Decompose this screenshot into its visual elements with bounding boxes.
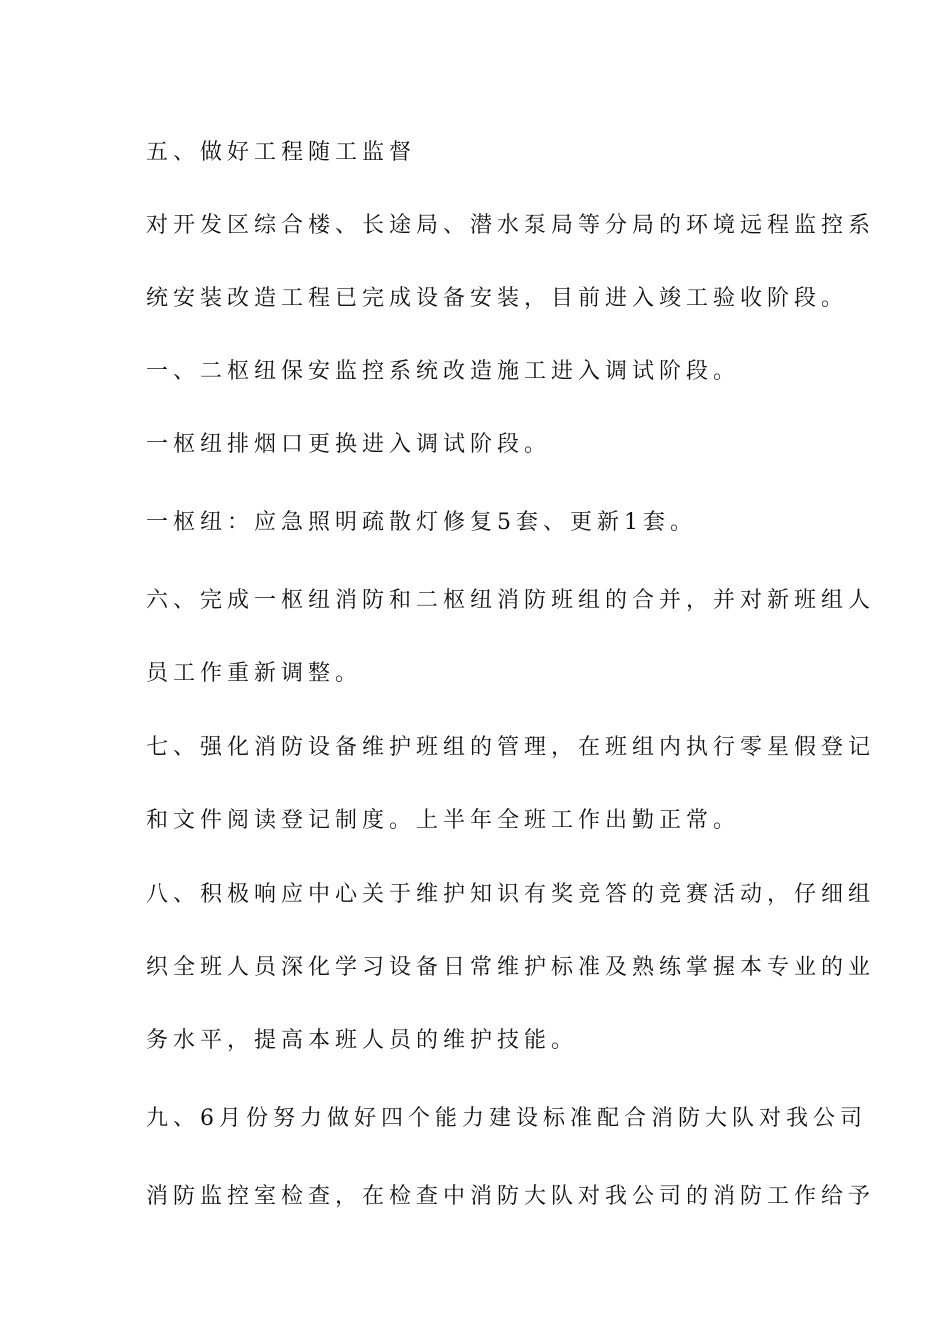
text-line-15: 消防监控室检查，在检查中消防大队对我公司的消防工作给予 [146,1184,876,1209]
text-line-2: 对开发区综合楼、长途局、潜水泵局等分局的环境远程监控系 [146,213,876,238]
text-line-1: 五、做好工程随工监督 [146,140,417,165]
text-line-13: 务水平，提高本班人员的维护技能。 [146,1028,579,1053]
text-line-8: 员工作重新调整。 [146,661,363,686]
text-line-5: 一枢纽排烟口更换进入调试阶段。 [146,432,552,457]
text-line-9: 七、强化消防设备维护班组的管理，在班组内执行零星假登记 [146,735,876,760]
text-line-7: 六、完成一枢纽消防和二枢纽消防班组的合并，并对新班组人 [146,588,876,613]
text-line-6: 一枢纽：应急照明疏散灯修复5套、更新1套。 [146,510,697,535]
text-line-12: 织全班人员深化学习设备日常维护标准及熟练掌握本专业的业 [146,955,876,980]
text-line-10: 和文件阅读登记制度。上半年全班工作出勤正常。 [146,808,741,833]
text-line-11: 八、积极响应中心关于维护知识有奖竞答的竞赛活动，仔细组 [146,882,876,907]
text-line-4: 一、二枢纽保安监控系统改造施工进入调试阶段。 [146,359,741,384]
text-line-3: 统安装改造工程已完成设备安装，目前进入竣工验收阶段。 [146,286,849,311]
text-line-14: 九、6月份努力做好四个能力建设标准配合消防大队对我公司 [146,1106,867,1131]
